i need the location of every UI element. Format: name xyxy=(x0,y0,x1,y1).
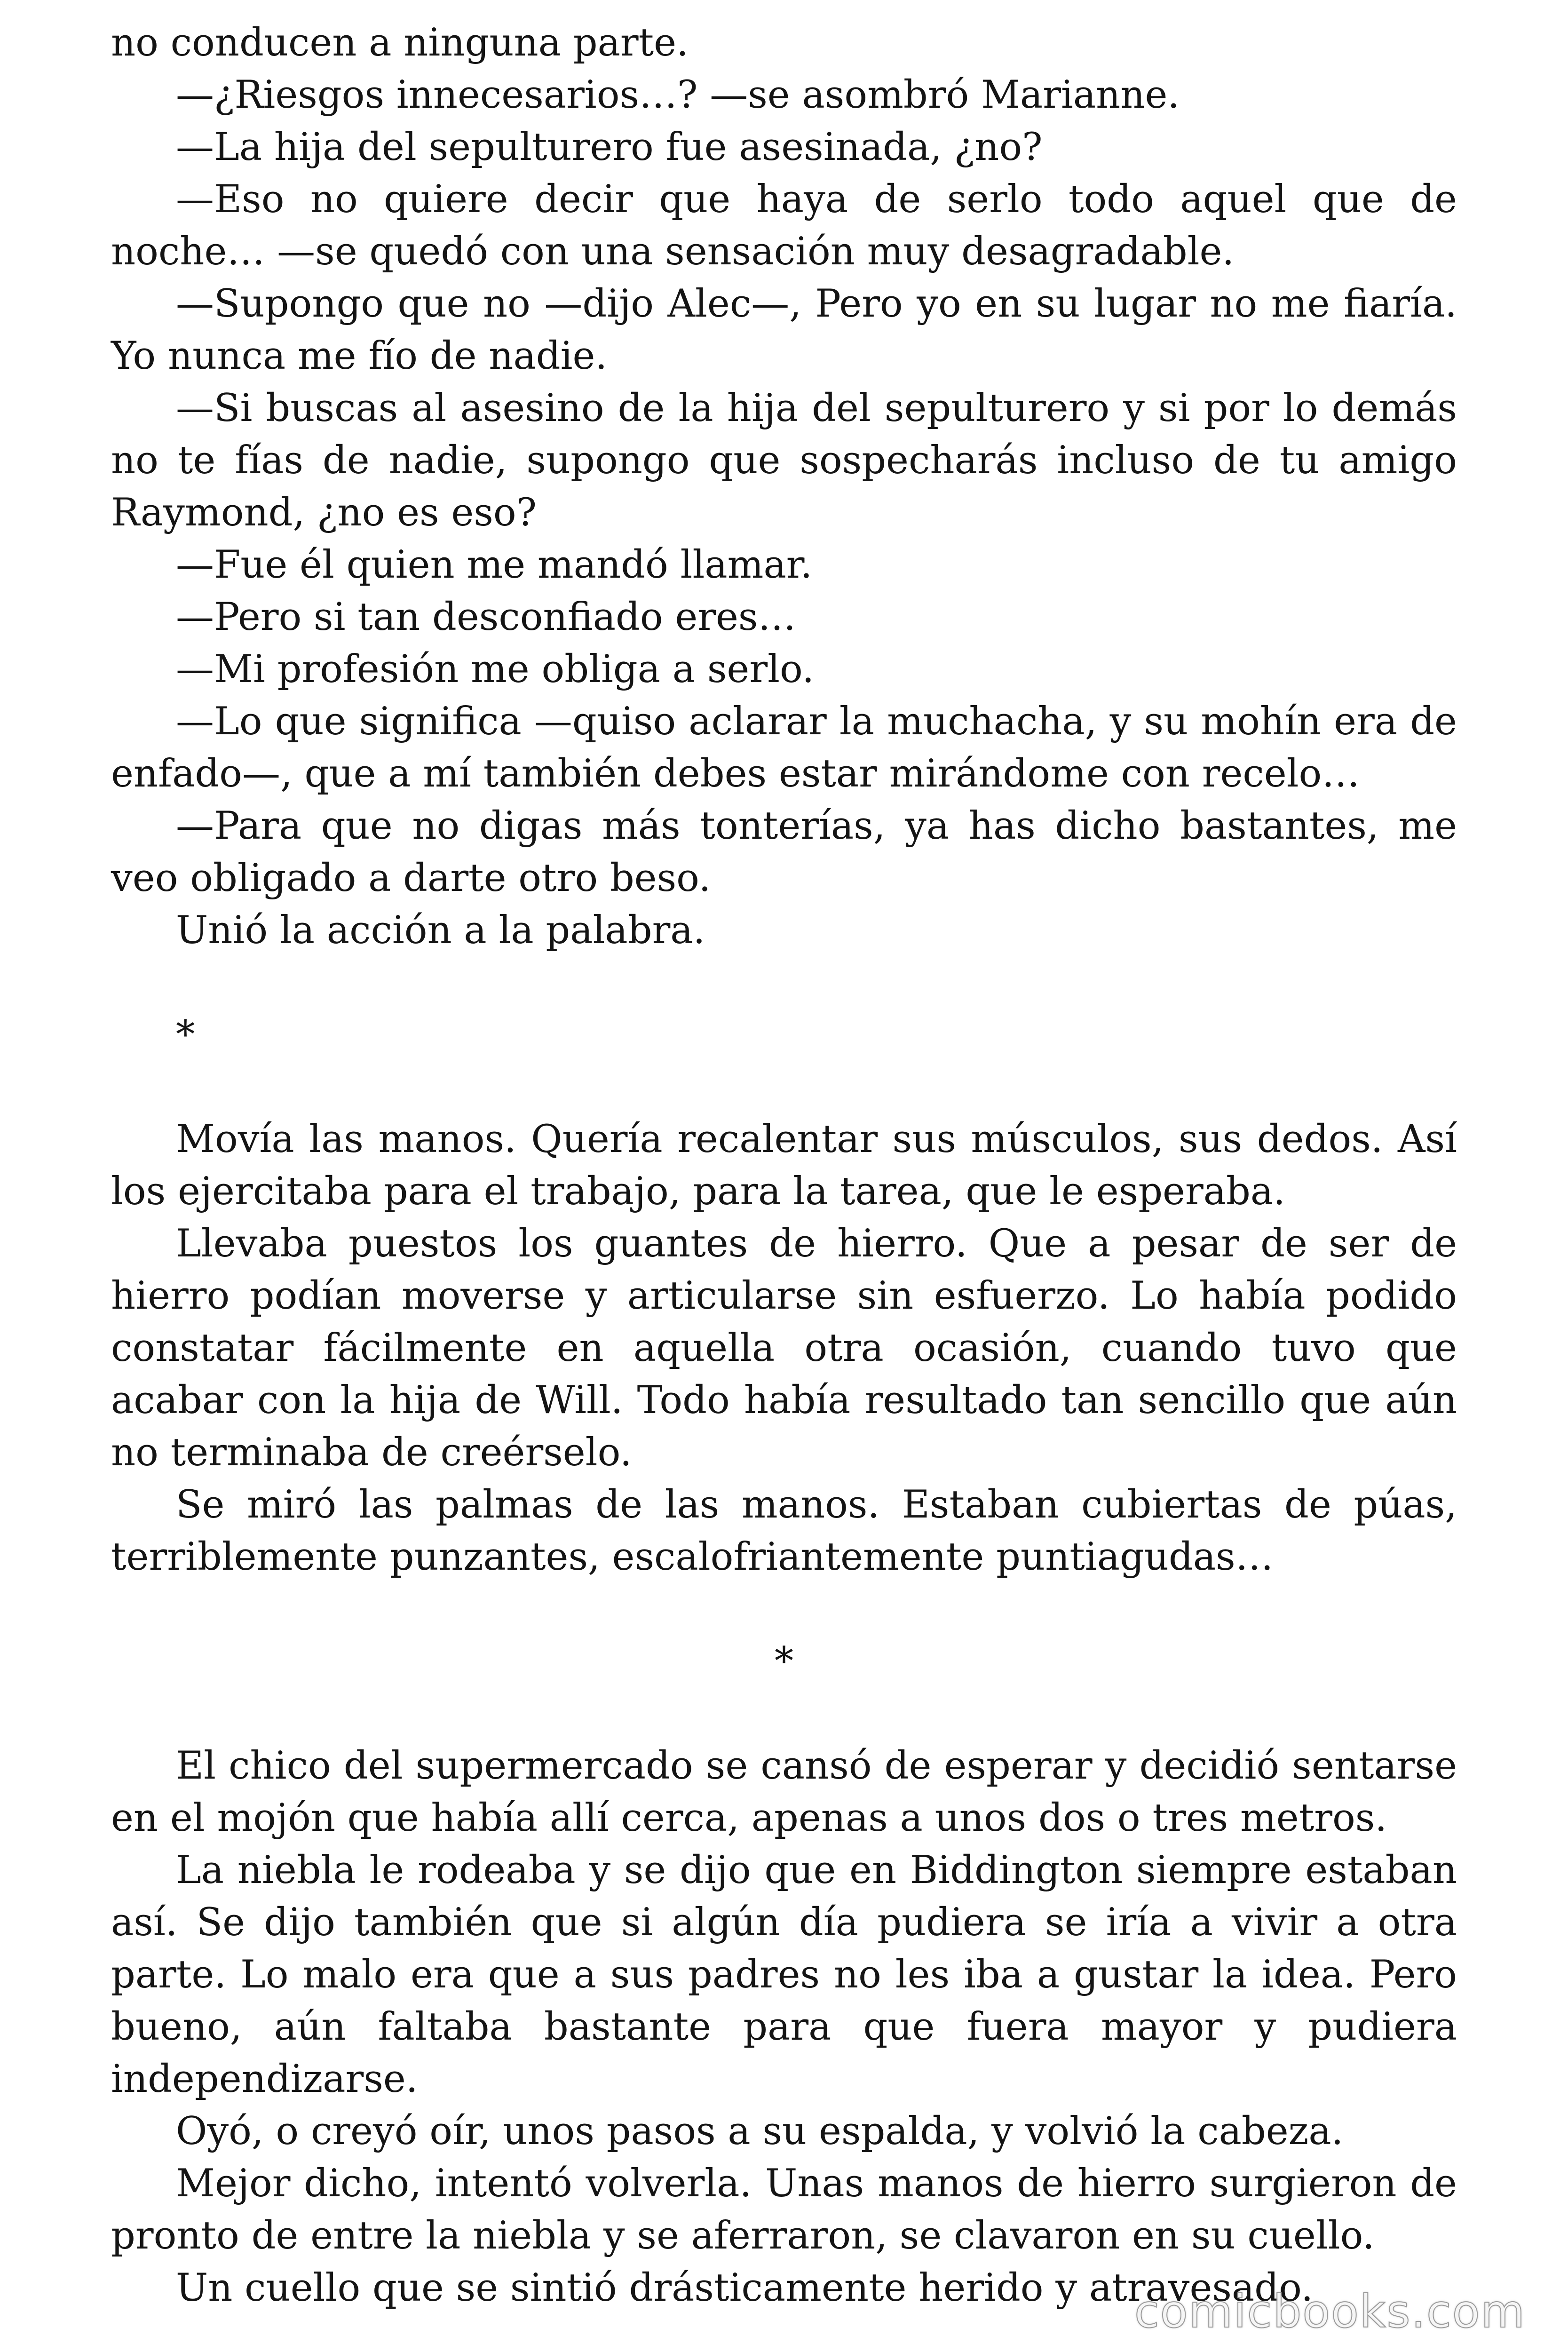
watermark-logo: comicbooks.com xyxy=(1134,2285,1526,2338)
scene-break-asterisk: * xyxy=(774,1639,794,1684)
paragraph: —Eso no quiere decir que haya de serlo todo aquel que de noche… —se quedó con una sensación muy desagradable. xyxy=(111,177,1457,274)
paragraph: —Si buscas al asesino de la hija del sepulturero y si por lo demás no te fías de nadie, supongo que sospecharás incluso de tu amigo Raymond, ¿no es eso? xyxy=(111,386,1457,535)
paragraph: —Para que no digas más tonterías, ya has dicho bastantes, me veo obligado a darte otro beso. xyxy=(111,804,1457,900)
paragraph: —¿Riesgos innecesarios…? —se asombró Marianne. xyxy=(176,73,1180,117)
paragraph: —La hija del sepulturero fue asesinada, ¿no? xyxy=(176,125,1043,169)
paragraph: La niebla le rodeaba y se dijo que en Biddington siempre estaban así. Se dijo también que si algún día pudiera se iría a vivir a otra parte. Lo malo era que a sus padres no les iba a gustar la idea. Pero bueno, aún faltaba bastante para que fuera mayor y pudiera independizarse. xyxy=(111,1848,1457,2101)
paragraph: no conducen a ninguna parte. xyxy=(111,21,689,65)
paragraph: —Mi profesión me obliga a serlo. xyxy=(176,647,815,691)
scene-break-1 xyxy=(111,957,1457,1113)
paragraph: Un cuello que se sintió drásticamente herido y atravesado. xyxy=(176,2266,1314,2310)
scene-break-asterisk: * xyxy=(176,1013,195,1057)
paragraph: Oyó, o creyó oír, unos pasos a su espalda, y volvió la cabeza. xyxy=(176,2109,1344,2153)
paragraph: Llevaba puestos los guantes de hierro. Que a pesar de ser de hierro podían moverse y articularse sin esfuerzo. Lo había podido constatar fácilmente en aquella otra ocasión, cuando tuvo que acabar con la hija de Will. Todo había resultado tan sencillo que aún no terminaba de creérselo. xyxy=(111,1222,1457,1475)
paragraph: —Supongo que no —dijo Alec—, Pero yo en su lugar no me fiaría. Yo nunca me fío de nadie. xyxy=(111,282,1457,378)
paragraph: Movía las manos. Quería recalentar sus músculos, sus dedos. Así los ejercitaba para el trabajo, para la tarea, que le esperaba. xyxy=(111,1117,1457,1214)
paragraph: —Fue él quien me mandó llamar. xyxy=(176,543,813,587)
paragraph: Unió la acción a la palabra. xyxy=(176,908,705,953)
scene-break-2 xyxy=(111,1583,1457,1740)
page-text xyxy=(111,17,1457,2314)
paragraph: —Pero si tan desconfiado eres… xyxy=(176,595,796,639)
paragraph: —Lo que significa —quiso aclarar la muchacha, y su mohín era de enfado—, que a mí también debes estar mirándome con recelo… xyxy=(111,699,1457,796)
paragraph: Mejor dicho, intentó volverla. Unas manos de hierro surgieron de pronto de entre la niebla y se aferraron, se clavaron en su cuello. xyxy=(111,2161,1457,2258)
paragraph: El chico del supermercado se cansó de esperar y decidió sentarse en el mojón que había allí cerca, apenas a unos dos o tres metros. xyxy=(111,1744,1457,1840)
paragraph: Se miró las palmas de las manos. Estaban cubiertas de púas, terriblemente punzantes, escalofriantemente puntiagudas… xyxy=(111,1483,1457,1579)
